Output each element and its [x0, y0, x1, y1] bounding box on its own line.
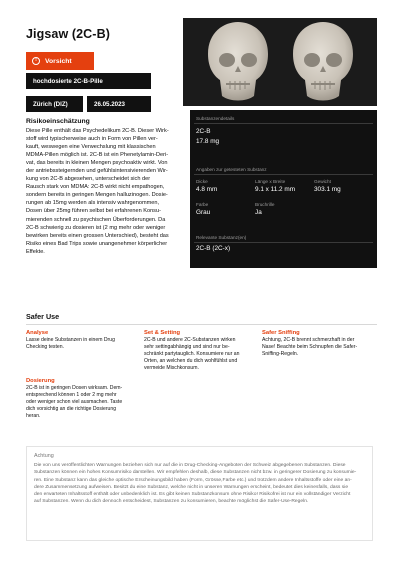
- warning-badge[interactable]: [26, 52, 94, 70]
- risk-line: kung von 2C-B abgesehen, unterscheidet sich der: [26, 176, 151, 183]
- disclaimer-line: den erwarteten Inhaltsstoff enthält oder unbedenklich ist. Es gibt keinen Substanzkonsum ohne Risiko! Risikofrei ist nur ein vollständiger Verzicht: [34, 492, 351, 498]
- tip-text-analyse: [26, 337, 138, 351]
- risk-line: Dosen über 25mg führen selbst bei erfahrenen Konsu-: [26, 208, 161, 215]
- thickness-value: 4.8 mm: [196, 186, 218, 193]
- tip-title-safer-sniffing: Safer Sniffing: [262, 330, 300, 336]
- divider: [194, 174, 373, 175]
- relevant-label: Relevante Substanz(en): [196, 235, 247, 240]
- tip-title-dosierung: Dosierung: [26, 378, 55, 384]
- tip-line: vermeide Mischkonsum.: [144, 364, 199, 371]
- divider: [194, 123, 373, 124]
- color-value: Grau: [196, 209, 211, 216]
- details-panel: [190, 110, 377, 268]
- substance-name: 2C-B: [196, 128, 211, 135]
- tip-text-safer-sniffing: [262, 337, 376, 358]
- disclaimer-text: [34, 462, 365, 506]
- tip-line: Sniffing-Regeln.: [262, 350, 299, 357]
- substance-amount: 17.8 mg: [196, 138, 220, 145]
- disclaimer-heading: Achtung: [34, 453, 54, 459]
- risk-line: stoff wird typischerweise auch in Form von Pillen ver-: [26, 136, 158, 143]
- risk-line: MDMA-Pillen möglich ist. 2C-B ist ein Phenetylamin-Deri-: [26, 152, 169, 159]
- location-tag: Zürich (DIZ): [26, 96, 83, 112]
- disclaimer-line: auf Substanzen. Wenn du dich dennoch entscheidest, Substanzen zu konsumieren, beachte möglichst die Safer-Use-Regeln.: [34, 499, 309, 505]
- relevant-value: 2C-B (2C-x): [196, 245, 231, 252]
- tip-line: dich vorsichtig an die richtige Dosierung: [26, 405, 117, 412]
- disclaimer-line: ren. Eine Substanz kann das gleiche optische Erscheinungsbild haben (Form, Grösse,Farbe etc.) und trotzdem andere Inhaltsstoffe oder eine an-: [34, 477, 352, 483]
- risk-line: Effekte.: [26, 248, 45, 255]
- weight-label: Gewicht: [314, 179, 331, 184]
- risk-line: kauft, weswegen eine Verwechslung mit klassischen: [26, 144, 156, 151]
- breakline-label: Bruchrille: [255, 202, 275, 207]
- tip-line: Checking testen.: [26, 343, 64, 350]
- tip-line: entsprechend können 1 oder 2 mg mehr: [26, 391, 117, 398]
- weight-value: 303.1 mg: [314, 186, 341, 193]
- pill-photo: [183, 18, 377, 106]
- risk-line: Rausch stark von MDMA: 2C-B wirkt nicht empathogen,: [26, 184, 165, 191]
- tip-line: schränkt partytauglich. Konsumiere nur an: [144, 350, 240, 357]
- risk-line: sondern bereits in geringen Mengen halluzinogen. Dosie-: [26, 192, 168, 199]
- disclaimer-box: [26, 446, 373, 541]
- risk-line: der antriebssteigernden und gefühlsintensivierenden Wir-: [26, 168, 168, 175]
- size-label: Länge x Breite: [255, 179, 286, 184]
- tip-text-set-setting: [144, 337, 256, 372]
- tip-line: oder weniger schon viel ausmachen. Taste: [26, 398, 123, 405]
- pill-right: [293, 22, 353, 101]
- warning-label: Vorsicht: [45, 57, 72, 65]
- risk-line: bewirken bereits einen grossen Unterschied), besteht das: [26, 232, 169, 239]
- tip-line: heran.: [26, 412, 41, 419]
- pill-left: [208, 22, 268, 101]
- risk-line: Risiko eines Bad Trips sowie unangenehmer körperlicher: [26, 240, 168, 247]
- tip-text-dosierung: [26, 385, 138, 420]
- info-circle-icon: !: [32, 57, 40, 65]
- disclaimer-line: Die von uns veröffentlichten Warnungen beziehen sich nur auf die in Drug-Checking-Angeboten der Schweiz abgegebenen Substanzen. Diese: [34, 463, 346, 468]
- risk-line: 2C-B schwierig zu dosieren ist (2 mg mehr oder weniger: [26, 224, 166, 231]
- divider: [194, 242, 373, 243]
- tip-line: 2C-B und andere 2C-Substanzen wirken: [144, 337, 236, 343]
- risk-line: vat, das bereits in kleinen Mengen psychoaktiv wirkt. Von: [26, 160, 168, 167]
- substances-label: Substanzendetails: [196, 116, 235, 121]
- tip-line: Nase! Beachte beim Schnupfen die Safer-: [262, 343, 358, 350]
- date-tag: 26.05.2023: [87, 96, 151, 112]
- pill-image: [183, 18, 377, 106]
- substance-type-tag: hochdosierte 2C-B-Pille: [26, 73, 151, 89]
- divider: [26, 324, 377, 325]
- tip-title-analyse: Analyse: [26, 330, 49, 336]
- thickness-label: Dicke: [196, 179, 208, 184]
- tip-line: Lasse deine Substanzen in einem Drug: [26, 337, 115, 343]
- size-value: 9.1 x 11.2 mm: [255, 186, 296, 193]
- tip-title-set-setting: Set & Setting: [144, 330, 181, 336]
- tip-line: Achtung, 2C-B brennt schmerzhaft in der: [262, 337, 355, 343]
- tip-line: sehr settingabhängig und sind nur be-: [144, 343, 230, 350]
- color-label: Farbe: [196, 202, 209, 207]
- risk-line: rungen ab 15mg werden als intensiv wahrgenommen,: [26, 200, 160, 207]
- risk-text: [26, 127, 182, 256]
- disclaimer-line: dere Zusammensetzung aufweisen. Besitzt du eine Substanz, welche nicht in unseren Warnungen erscheint, bedeutet dies keinesfalls, dass sie: [34, 484, 349, 490]
- page-title: Jigsaw (2C-B): [26, 27, 110, 41]
- tip-line: 2C-B ist in geringen Dosen wirksam. Dem-: [26, 385, 123, 391]
- risk-line: Diese Pille enthält das Psychedelikum 2C-B. Dieser Wirk-: [26, 128, 169, 134]
- tip-line: Orten, an welchen du dich wohlfühlst und: [144, 357, 238, 364]
- breakline-value: Ja: [255, 209, 262, 216]
- tablet-label: Angaben zur getesteten Substanz: [196, 167, 267, 172]
- risk-heading: Risikoeinschätzung: [26, 118, 90, 125]
- safer-use-heading: Safer Use: [26, 312, 60, 321]
- disclaimer-line: Substanzen können ein hohes Konsumrisiko darstellen. Wir empfehlen deshalb, diese Substanzen nicht bzw. in geringerer Dosierung zu konsumie-: [34, 470, 357, 476]
- risk-line: mierenden schnell zu psychischen Überforderungen. Da: [26, 216, 166, 223]
